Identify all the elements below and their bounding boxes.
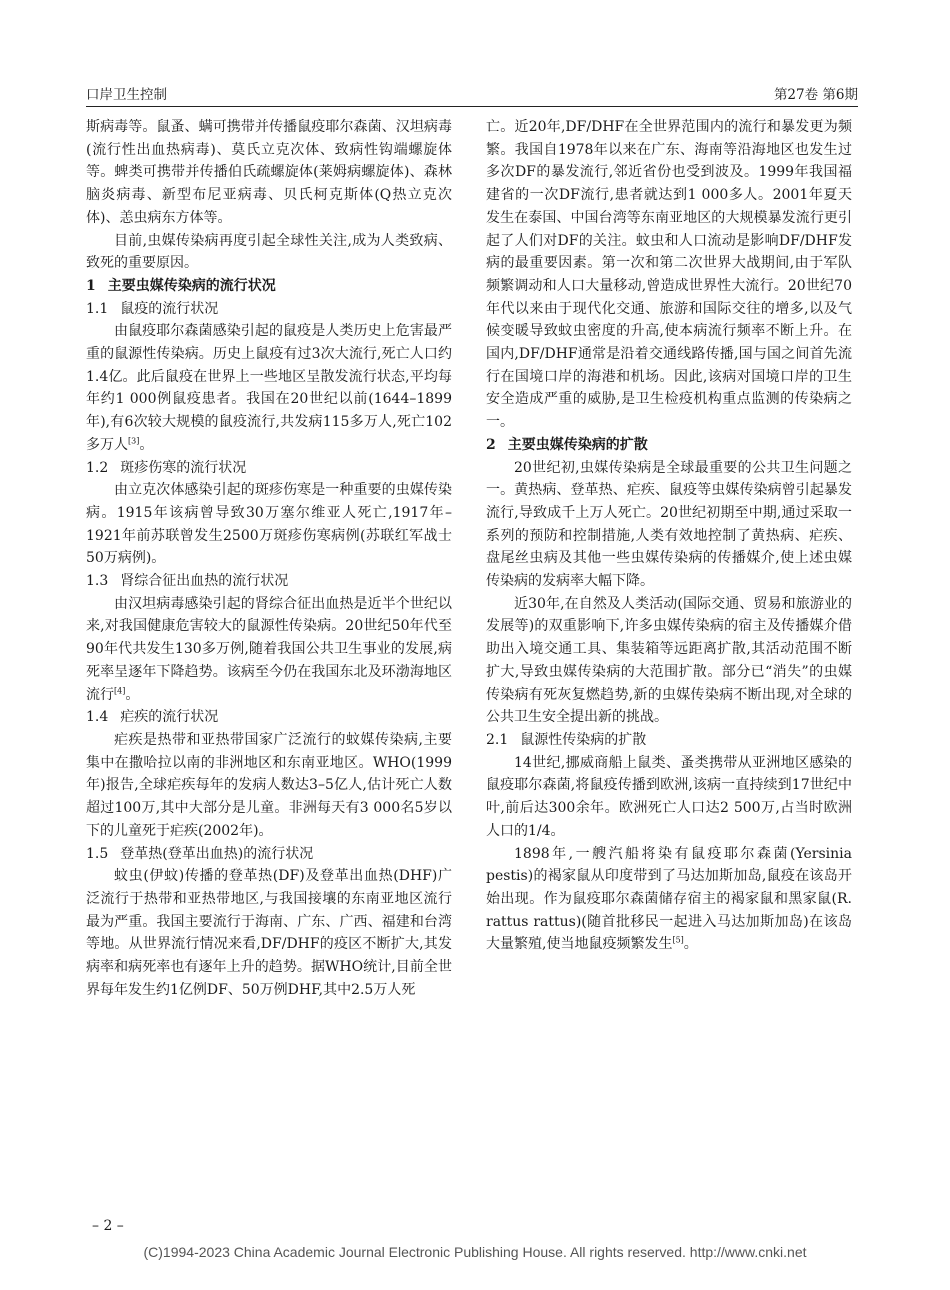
right-column [486,116,852,956]
paragraph: 由立克次体感染引起的斑疹伤寒是一种重要的虫媒传染病。1915年该病曾导致30万塞尔维亚人死亡,1917年–1921年前苏联曾发生2500万斑疹伤寒病例(苏联红军战士50万病例)。 [86,482,452,567]
page-number: – 2 – [92,1218,124,1234]
citation[interactable]: [5] [672,935,684,945]
paragraph: 目前,虫媒传染病再度引起全球性关注,成为人类致病、致死的重要原因。 [86,232,452,272]
paragraph: 由鼠疫耶尔森菌感染引起的鼠疫是人类历史上危害最严重的鼠源性传染病。历史上鼠疫有过3次大流行,死亡人口约1.4亿。此后鼠疫在世界上一些地区呈散发流行状态,平均每年约1 000例鼠疫患者。我国在20世纪以前(1644–1899年),有6次较大规模的鼠疫流行,共发病115多万人,死亡102多万人[3]。 [86,323,452,453]
volume-issue: 第27卷 第6期 [773,87,858,103]
paragraph: 蚊虫(伊蚊)传播的登革热(DF)及登革出血热(DHF)广泛流行于热带和亚热带地区,与我国接壤的东南亚地区流行最为严重。我国主要流行于海南、广东、广西、福建和台湾等地。从世界流行情况来看,DF/DHF的疫区不断扩大,其发病率和病死率也有逐年上升的趋势。据WHO统计,目前全世界每年发生约1亿例DF、50万例DHF,其中2.5万人死 [86,868,452,998]
citation[interactable]: [4] [114,685,126,695]
journal-name: 口岸卫生控制 [86,87,167,103]
section-heading: 2 主要虫媒传染病的扩散 [486,436,648,453]
paragraph: 20世纪初,虫媒传染病是全球最重要的公共卫生问题之一。黄热病、登革热、疟疾、鼠疫等虫媒传染病曾引起暴发流行,导致成千上万人死亡。20世纪初期至中期,通过采取一系列的预防和控制措施,人类有效地控制了黄热病、疟疾、盘尾丝虫病及其他一些虫媒传染病的传播媒介,使上述虫媒传染病的发病率大幅下降。 [486,459,852,590]
paragraph: 14世纪,挪威商船上鼠类、蚤类携带从亚洲地区感染的鼠疫耶尔森菌,将鼠疫传播到欧洲,该病一直持续到17世纪中叶,前后达300余年。欧洲死亡人口达2 500万,占当时欧洲人口的1/4。 [486,754,852,839]
subsection-heading: 1.1 鼠疫的流行状况 [86,300,219,317]
subsection-heading: 1.2 斑疹伤寒的流行状况 [86,459,247,476]
section-heading: 1 主要虫媒传染病的流行状况 [86,277,276,294]
paragraph: 亡。近20年,DF/DHF在全世界范围内的流行和暴发更为频繁。我国自1978年以来在广东、海南等沿海地区也发生过多次DF的暴发流行,邻近省份也受到波及。1999年我国福建省的一次DF流行,患者就达到1 000多人。2001年夏天发生在泰国、中国台湾等东南亚地区的大规模暴发流行更引起了人们对DF的关注。蚊虫和人口流动是影响DF/DHF发病的最重要因素。第一次和第二次世界大战期间,由于军队频繁调动和人口大量移动,曾造成世界性大流行。20世纪70年代以来由于现代化交通、旅游和国际交往的增多,以及气候变暖导致蚊虫密度的升高,使本病流行频率不断上升。在国内,DF/DHF通常是沿着交通线路传播,国与国之间首先流行在国境口岸的海港和机场。因此,该病对国境口岸的卫生安全造成严重的威胁,是卫生检疫机构重点监测的传染病之一。 [486,119,852,431]
paragraph: 近30年,在自然及人类活动(国际交通、贸易和旅游业的发展等)的双重影响下,许多虫媒传染病的宿主及传播媒介借助出入境交通工具、集装箱等远距离扩散,其活动范围不断扩大,导致虫媒传染病的大范围扩散。部分已“消失”的虫媒传染病有死灰复燃趋势,新的虫媒传染病不断出现,对全球的公共卫生安全提出新的挑战。 [486,595,852,726]
subsection-heading: 2.1 鼠源性传染病的扩散 [486,731,647,748]
subsection-heading: 1.4 疟疾的流行状况 [86,709,219,726]
citation[interactable]: [3] [128,436,140,446]
paragraph: 斯病毒等。鼠蚤、螨可携带并传播鼠疫耶尔森菌、汉坦病毒(流行性出血热病毒)、莫氏立克次体、致病性钩端螺旋体等。蜱类可携带并传播伯氏疏螺旋体(莱姆病螺旋体)、森林脑炎病毒、新型布尼亚病毒、贝氏柯克斯体(Q热立克次体)、恙虫病东方体等。 [86,119,452,226]
paragraph: 疟疾是热带和亚热带国家广泛流行的蚊媒传染病,主要集中在撒哈拉以南的非洲地区和东南亚地区。WHO(1999年)报告,全球疟疾每年的发病人数达3–5亿人,估计死亡人数超过100万,其中大部分是儿童。非洲每天有3 000名5岁以下的儿童死于疟疾(2002年)。 [86,731,452,839]
header-rule [86,106,858,107]
left-column [86,116,452,1001]
paragraph: 1898年,一艘汽船将染有鼠疫耶尔森菌(Yersinia pestis)的褐家鼠从印度带到了马达加斯加岛,鼠疫在该岛开始出现。作为鼠疫耶尔森菌储存宿主的褐家鼠和黑家鼠(R. rattus rattus)(随首批移民一起进入马达加斯加岛)在该岛大量繁殖,使当地鼠疫频繁发生[5]。 [486,845,852,953]
paragraph: 由汉坦病毒感染引起的肾综合征出血热是近半个世纪以来,对我国健康危害较大的鼠源性传染病。20世纪50年代至90年代共发生130多万例,随着我国公共卫生事业的发展,病死率呈逐年下降趋势。该病至今仍在我国东北及环渤海地区流行[4]。 [86,595,452,703]
subsection-heading: 1.5 登革热(登革出血热)的流行状况 [86,845,314,862]
subsection-heading: 1.3 肾综合征出血热的流行状况 [86,573,289,590]
copyright-footer: (C)1994-2023 China Academic Journal Electronic Publishing House. All rights reserved. http://www.cnki.net [143,1244,807,1260]
running-header [86,82,858,104]
